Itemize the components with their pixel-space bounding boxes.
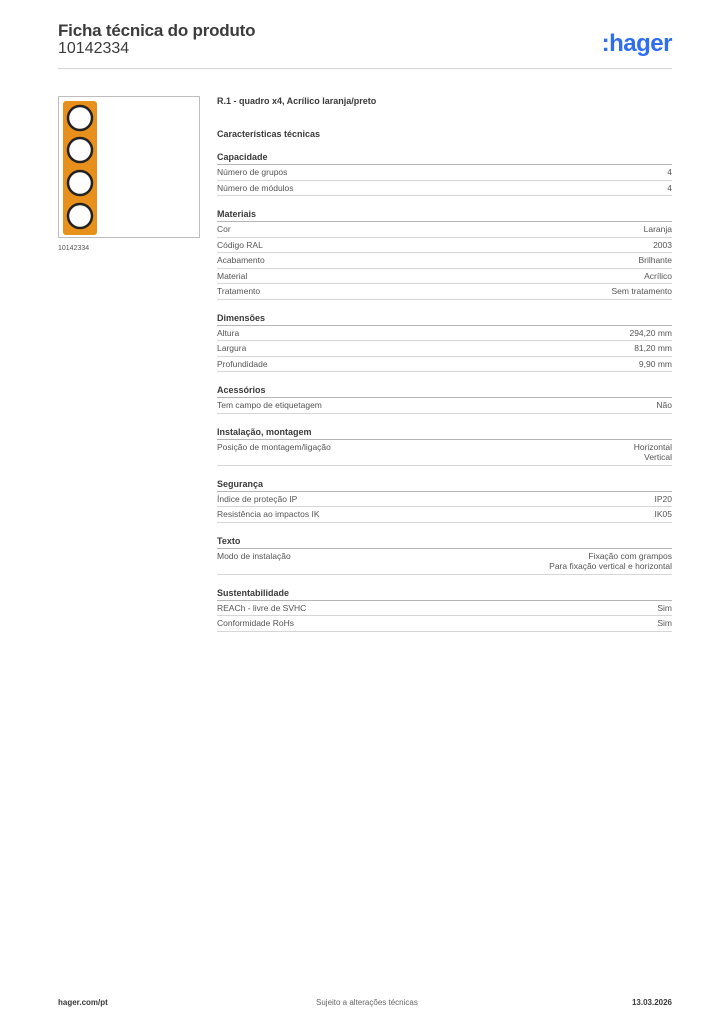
- spec-value: [667, 167, 672, 178]
- spec-section: [217, 152, 672, 196]
- spec-label: Código RAL: [217, 239, 263, 250]
- spec-row: [217, 398, 672, 414]
- spec-row: [217, 238, 672, 254]
- spec-row: [217, 507, 672, 523]
- spec-value: [612, 286, 672, 297]
- footer-date: 13.03.2026: [631, 998, 672, 1007]
- spec-value-line: Horizontal: [633, 441, 672, 452]
- spec-row: [217, 269, 672, 285]
- spec-row: [217, 616, 672, 632]
- technical-characteristics-heading: Características técnicas: [217, 129, 321, 139]
- product-image-frame: [58, 96, 200, 238]
- frame-ring-2: [68, 138, 92, 162]
- spec-value: [629, 328, 672, 339]
- product-code: 10142334: [58, 40, 130, 57]
- spec-value: [655, 494, 673, 505]
- spec-label: Altura: [217, 327, 240, 338]
- spec-value: [653, 240, 672, 251]
- spec-label: Modo de instalação: [217, 550, 291, 561]
- spec-row: [217, 181, 672, 197]
- spec-value: [667, 183, 672, 194]
- spec-label: Índice de proteção IP: [217, 493, 298, 504]
- spec-label: Conformidade RoHs: [217, 618, 295, 628]
- spec-label: Posição de montagem/ligação: [217, 441, 331, 452]
- spec-row: [217, 326, 672, 342]
- spec-value-line: 294,20 mm: [629, 327, 672, 338]
- spec-value-line: 81,20 mm: [634, 343, 672, 353]
- spec-value-line: Sem tratamento: [611, 286, 672, 296]
- spec-value-line: Brilhante: [638, 255, 672, 265]
- page-title: Ficha técnica do produto: [58, 21, 256, 40]
- footer-website: hager.com/pt: [58, 998, 108, 1007]
- spec-row: [217, 165, 672, 181]
- frame-ring-4: [68, 204, 92, 228]
- spec-value-line: Laranja: [643, 224, 672, 234]
- spec-section: [217, 479, 672, 523]
- spec-row: [217, 492, 672, 508]
- spec-value: [638, 255, 672, 266]
- spec-row: [217, 222, 672, 238]
- spec-value-line: Não: [656, 400, 672, 410]
- spec-label: Número de módulos: [217, 182, 294, 193]
- spec-value-line: 9,90 mm: [638, 358, 672, 369]
- frame-ring-3: [68, 171, 92, 195]
- spec-section: [217, 313, 672, 373]
- product-image: [59, 97, 199, 237]
- spec-value: [549, 551, 672, 572]
- spec-value-line: 4: [667, 167, 672, 177]
- spec-value: [657, 603, 672, 614]
- section-title: Dimensões: [217, 313, 672, 326]
- spec-value-line: 4: [667, 182, 672, 193]
- footer-notice: Sujeito a alterações técnicas: [316, 998, 418, 1007]
- spec-value-line: Vertical: [644, 452, 672, 462]
- spec-section: [217, 209, 672, 300]
- spec-value: [634, 442, 672, 463]
- spec-label: Material: [217, 270, 248, 281]
- spec-label: REACh - livre de SVHC: [217, 602, 307, 613]
- spec-row: [217, 357, 672, 373]
- hager-logo: :hager: [601, 30, 672, 57]
- spec-value: [657, 618, 672, 629]
- spec-section: [217, 385, 672, 414]
- spec-value-line: IP20: [654, 493, 672, 504]
- spec-label: Cor: [217, 224, 231, 234]
- spec-section: [217, 536, 672, 575]
- spec-row: [217, 549, 672, 575]
- specs-content: [217, 96, 672, 632]
- spec-section: [217, 588, 672, 632]
- spec-label: Resistência ao impactos IK: [217, 509, 320, 519]
- spec-row: [217, 440, 672, 466]
- section-title: Texto: [217, 536, 672, 549]
- spec-value-line: Para fixação vertical e horizontal: [549, 561, 672, 571]
- section-title: Acessórios: [217, 385, 672, 398]
- spec-label: Profundidade: [217, 358, 268, 369]
- section-title: Materiais: [217, 209, 672, 222]
- image-caption: 10142334: [58, 245, 90, 252]
- spec-row: [217, 341, 672, 357]
- spec-row: [217, 601, 672, 617]
- header-divider: [58, 68, 672, 69]
- spec-value: [655, 509, 673, 520]
- spec-row: [217, 284, 672, 300]
- spec-value: [656, 400, 672, 411]
- spec-row: [217, 253, 672, 269]
- spec-value-line: Fixação com grampos: [588, 550, 672, 561]
- section-title: Sustentabilidade: [217, 588, 672, 601]
- spec-value-line: Sim: [657, 602, 672, 613]
- spec-label: Tratamento: [217, 286, 261, 296]
- spec-value: [644, 271, 672, 282]
- spec-value: [634, 343, 672, 354]
- spec-value-line: Sim: [657, 618, 672, 628]
- section-title: Instalação, montagem: [217, 427, 672, 440]
- spec-value-line: 2003: [653, 239, 672, 250]
- spec-label: Número de grupos: [217, 167, 288, 177]
- spec-value-line: IK05: [654, 509, 672, 519]
- spec-section: [217, 427, 672, 466]
- section-title: Capacidade: [217, 152, 672, 165]
- spec-value: [644, 224, 672, 235]
- spec-label: Largura: [217, 343, 247, 353]
- spec-value-line: Acrílico: [644, 270, 672, 281]
- spec-value: [639, 359, 672, 370]
- spec-label: Tem campo de etiquetagem: [217, 400, 322, 410]
- frame-ring-1: [68, 106, 92, 130]
- section-title: Segurança: [217, 479, 672, 492]
- spec-sections: [217, 152, 672, 632]
- product-name: R.1 - quadro x4, Acrílico laranja/preto: [217, 96, 377, 106]
- spec-label: Acabamento: [217, 255, 265, 265]
